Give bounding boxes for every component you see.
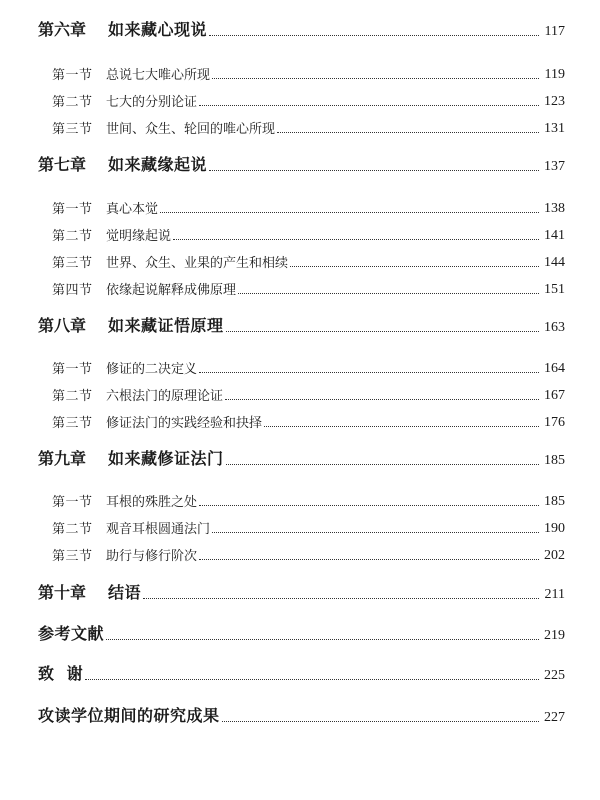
toc-section-7-2 bbox=[52, 222, 565, 244]
toc-section-9-3 bbox=[52, 542, 565, 564]
section-title: 耳根的殊胜之处 bbox=[106, 495, 198, 510]
toc-acknowledgements bbox=[38, 662, 565, 684]
section-title: 总说七大唯心所现 bbox=[106, 68, 211, 83]
page-number: 163 bbox=[544, 320, 565, 335]
section-number: 第四节 bbox=[52, 283, 93, 298]
dot-leader bbox=[85, 679, 539, 680]
toc-research-results bbox=[38, 704, 565, 726]
chapter-number: 第十章 bbox=[38, 583, 87, 602]
page-number: 219 bbox=[544, 628, 565, 643]
dot-leader bbox=[264, 426, 539, 427]
page-number: 190 bbox=[544, 521, 565, 536]
section-number: 第一节 bbox=[52, 68, 93, 83]
section-title: 七大的分别论证 bbox=[106, 95, 198, 110]
section-number: 第三节 bbox=[52, 416, 93, 431]
section-number: 第二节 bbox=[52, 389, 93, 404]
dot-leader bbox=[199, 372, 539, 373]
section-title: 依缘起说解释成佛原理 bbox=[106, 283, 237, 298]
section-title: 修证法门的实践经验和抉择 bbox=[106, 416, 263, 431]
dot-leader bbox=[225, 399, 539, 400]
toc-section-6-1 bbox=[52, 61, 565, 83]
chapter-number: 第七章 bbox=[38, 155, 87, 174]
section-number: 第一节 bbox=[52, 362, 93, 377]
page-number: 211 bbox=[544, 587, 565, 602]
page-number: 144 bbox=[544, 255, 565, 270]
section-number: 第一节 bbox=[52, 202, 93, 217]
chapter-number: 第九章 bbox=[38, 449, 87, 468]
page-number: 141 bbox=[544, 228, 565, 243]
dot-leader bbox=[226, 331, 539, 332]
toc-section-7-3 bbox=[52, 249, 565, 271]
dot-leader bbox=[226, 464, 539, 465]
chapter-title: 如来藏心现说 bbox=[108, 20, 208, 39]
dot-leader bbox=[209, 35, 539, 36]
toc-references bbox=[38, 622, 565, 644]
chapter-title: 如来藏缘起说 bbox=[108, 155, 208, 174]
page-number: 167 bbox=[544, 388, 565, 403]
toc-section-6-2 bbox=[52, 88, 565, 110]
page-number: 176 bbox=[544, 415, 565, 430]
section-title: 助行与修行阶次 bbox=[106, 549, 198, 564]
dot-leader bbox=[238, 293, 539, 294]
page-number: 164 bbox=[544, 361, 565, 376]
page-number: 123 bbox=[544, 94, 565, 109]
toc-section-9-1 bbox=[52, 488, 565, 510]
page-number: 117 bbox=[544, 24, 565, 39]
page-number: 138 bbox=[544, 201, 565, 216]
toc-chapter-9 bbox=[38, 447, 565, 469]
toc-chapter-8 bbox=[38, 314, 565, 336]
section-number: 第二节 bbox=[52, 229, 93, 244]
section-number: 第三节 bbox=[52, 256, 93, 271]
toc-section-6-3 bbox=[52, 115, 565, 137]
page-number: 202 bbox=[544, 548, 565, 563]
page-number: 137 bbox=[544, 159, 565, 174]
dot-leader bbox=[212, 532, 539, 533]
section-title: 世界、众生、业果的产生和相续 bbox=[106, 256, 289, 271]
section-title: 觉明缘起说 bbox=[106, 229, 172, 244]
page-number: 151 bbox=[544, 282, 565, 297]
dot-leader bbox=[173, 239, 539, 240]
chapter-title: 如来藏证悟原理 bbox=[108, 316, 224, 335]
chapter-title: 结语 bbox=[108, 583, 142, 602]
section-title: 真心本觉 bbox=[106, 202, 159, 217]
toc-section-8-3 bbox=[52, 409, 565, 431]
back-matter-title: 参考文献 bbox=[38, 624, 105, 643]
section-title: 世间、众生、轮回的唯心所现 bbox=[106, 122, 276, 137]
toc-section-8-2 bbox=[52, 382, 565, 404]
section-title: 修证的二决定义 bbox=[106, 362, 198, 377]
toc-section-9-2 bbox=[52, 515, 565, 537]
dot-leader bbox=[290, 266, 539, 267]
dot-leader bbox=[199, 559, 539, 560]
dot-leader bbox=[106, 639, 539, 640]
toc-section-7-1 bbox=[52, 195, 565, 217]
section-number: 第三节 bbox=[52, 549, 93, 564]
section-number: 第一节 bbox=[52, 495, 93, 510]
toc-chapter-10 bbox=[38, 581, 565, 603]
section-number: 第二节 bbox=[52, 95, 93, 110]
toc-section-8-1 bbox=[52, 355, 565, 377]
dot-leader bbox=[199, 505, 539, 506]
dot-leader bbox=[209, 170, 539, 171]
section-number: 第三节 bbox=[52, 122, 93, 137]
dot-leader bbox=[212, 78, 539, 79]
section-number: 第二节 bbox=[52, 522, 93, 537]
page-number: 185 bbox=[544, 494, 565, 509]
dot-leader bbox=[277, 132, 539, 133]
page-number: 227 bbox=[544, 710, 565, 725]
dot-leader bbox=[160, 212, 539, 213]
chapter-number: 第八章 bbox=[38, 316, 87, 335]
toc-chapter-6 bbox=[38, 18, 565, 40]
page-number: 119 bbox=[544, 67, 565, 82]
chapter-number: 第六章 bbox=[38, 20, 87, 39]
dot-leader bbox=[222, 721, 539, 722]
page-number: 185 bbox=[544, 453, 565, 468]
section-title: 六根法门的原理论证 bbox=[106, 389, 224, 404]
page-number: 131 bbox=[544, 121, 565, 136]
page-number: 225 bbox=[544, 668, 565, 683]
dot-leader bbox=[143, 598, 539, 599]
dot-leader bbox=[199, 105, 539, 106]
toc-chapter-7 bbox=[38, 153, 565, 175]
toc-section-7-4 bbox=[52, 276, 565, 298]
back-matter-title: 攻读学位期间的研究成果 bbox=[38, 706, 220, 725]
chapter-title: 如来藏修证法门 bbox=[108, 449, 224, 468]
section-title: 观音耳根圆通法门 bbox=[106, 522, 211, 537]
back-matter-title: 致 谢 bbox=[38, 664, 84, 683]
